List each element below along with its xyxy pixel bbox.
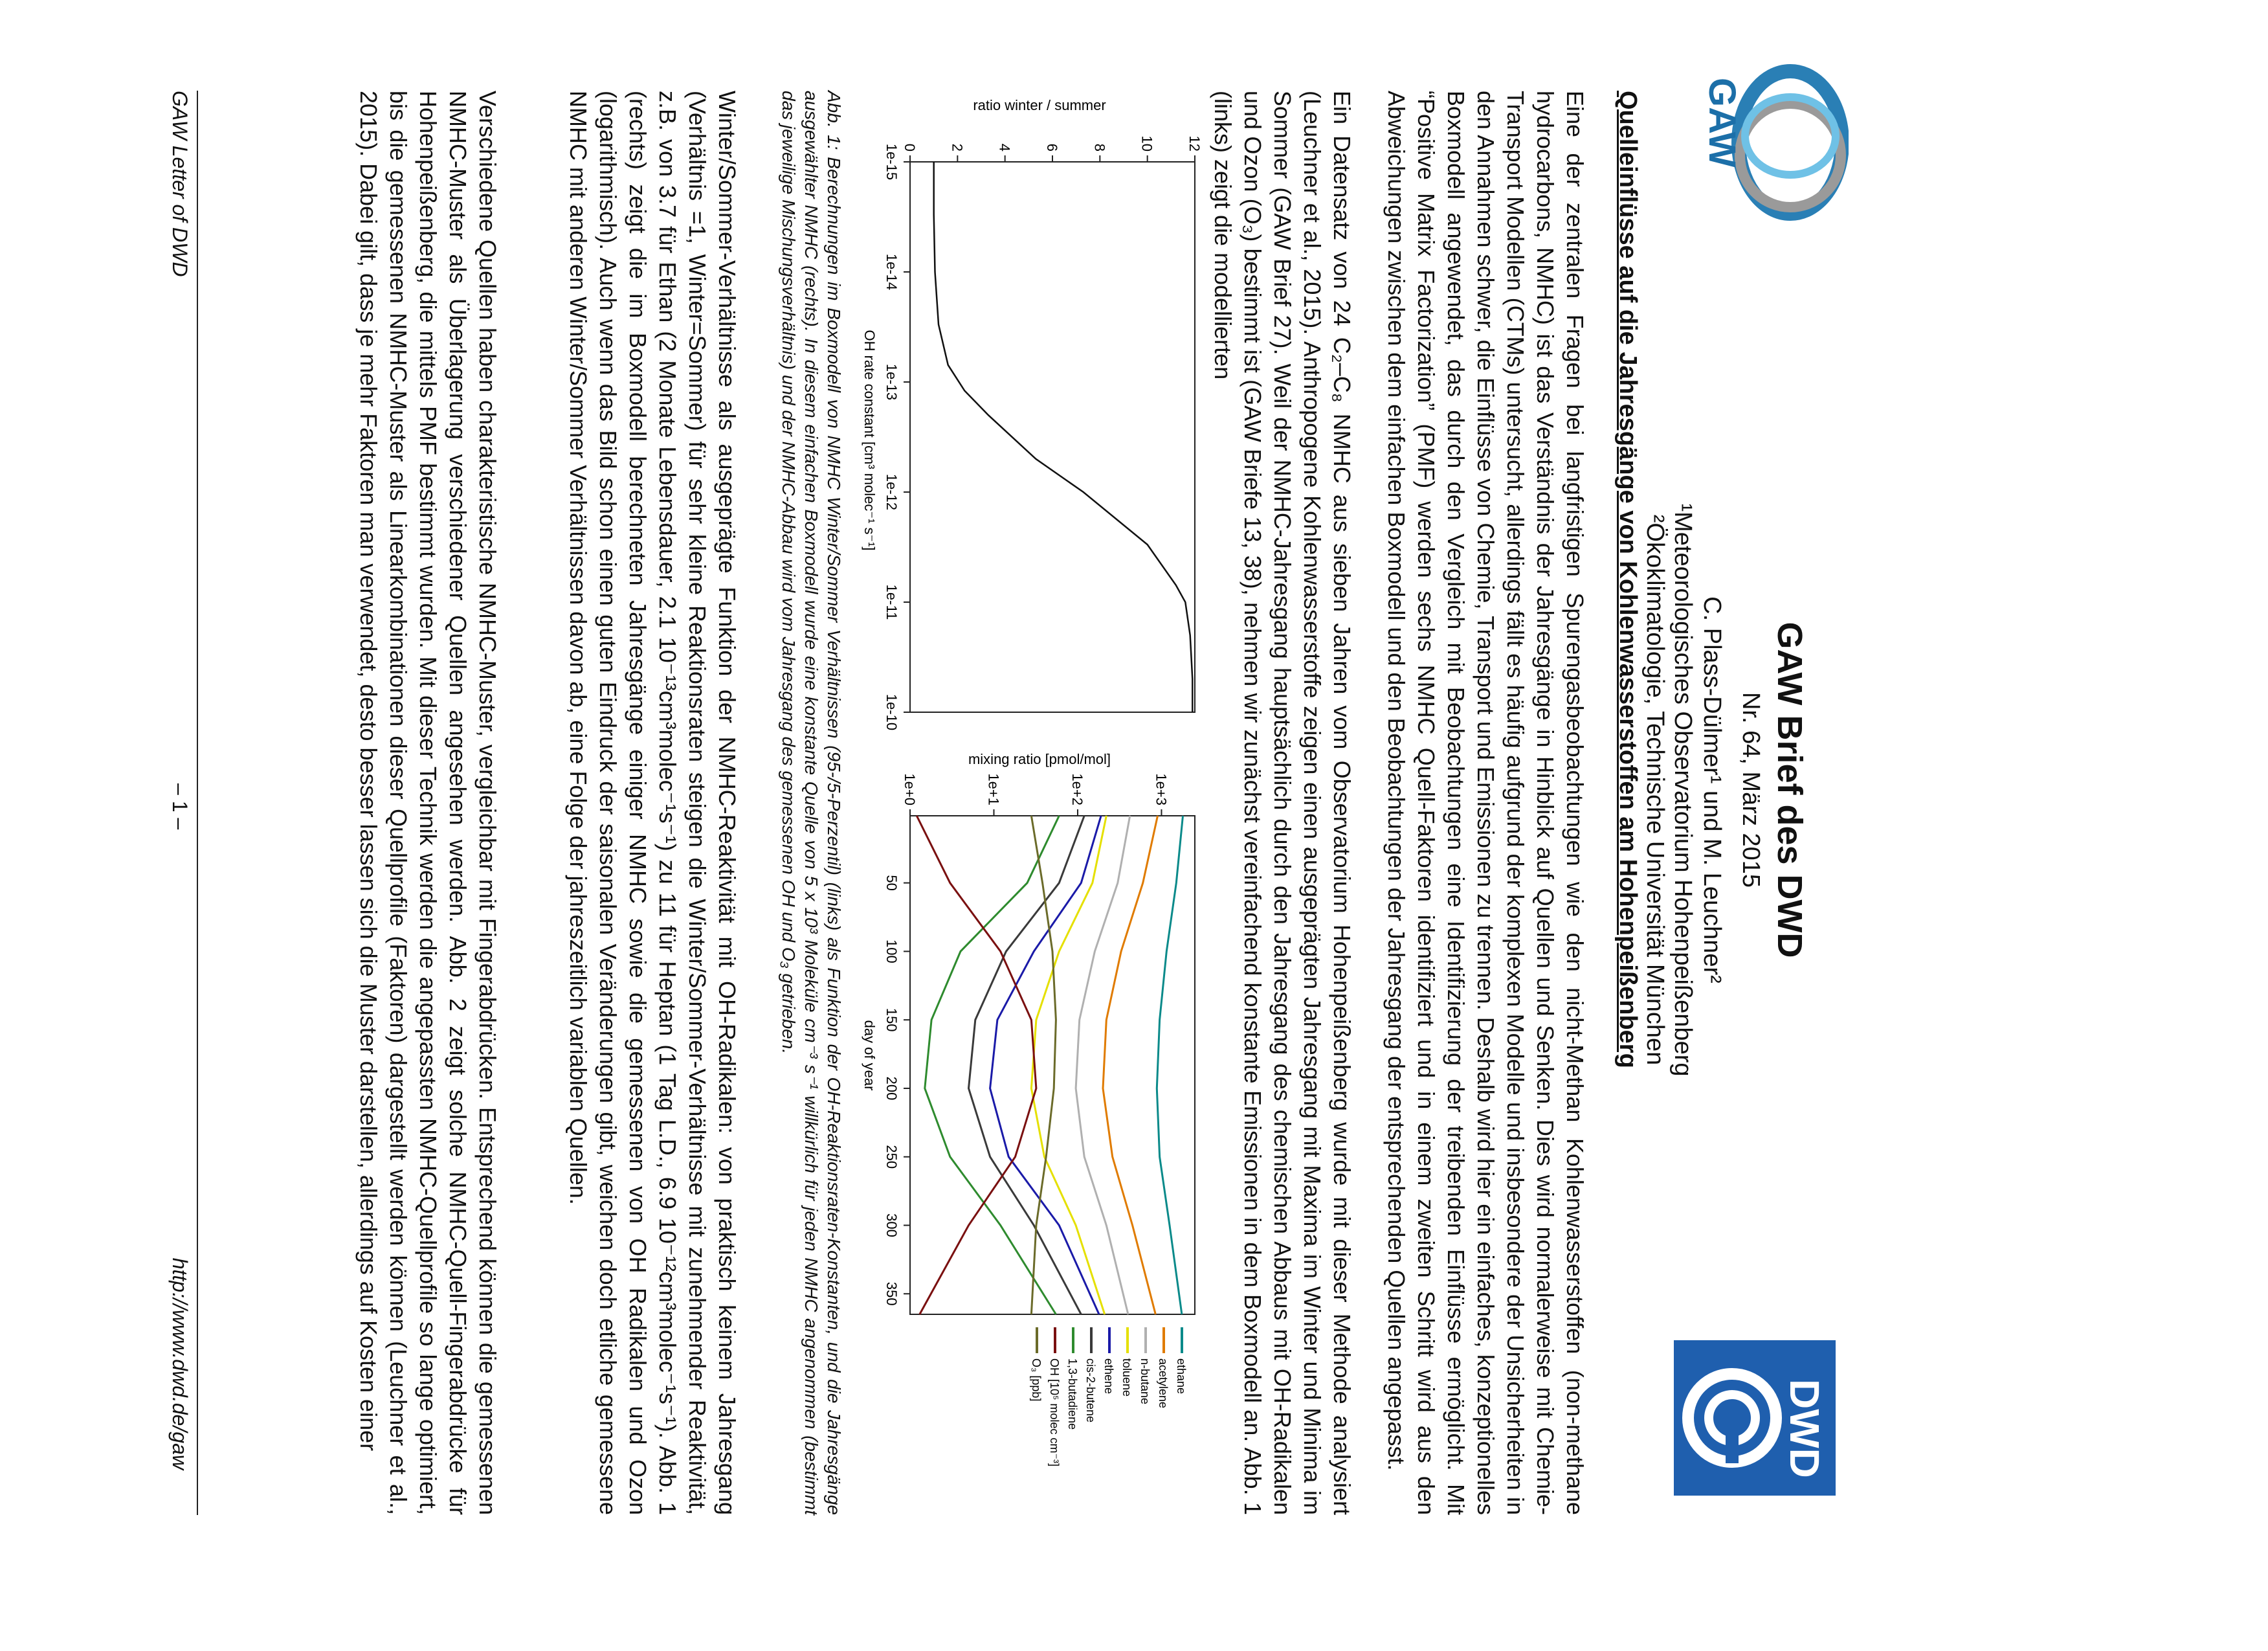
paragraph-3: Winter/Sommer-Verhältnisse als ausgeprägte Funktion der NMHC-Reaktivität mit OH-Radikalen: von praktisch keinem Jahresgang (Verhältnis =1, Winter=Sommer) für sehr kleine Reaktionsraten steigen die Winter/Sommer-Verhältnisse mit zunehmender Reaktivität, z.B. von 3.7 für Ethan (2 Monate Lebensdauer, 2.1 10⁻¹³cm³molec⁻¹s⁻¹) zu 11 für Heptan (1 Tag L.D., 6.9 10⁻¹²cm³molec⁻¹s⁻¹). Abb. 1 (rechts) zeigt die im Boxmodell berechneten Jahresgänge einiger NMHC sowie die gemessenen von OH Radikalen und Ozon (logarithmisch). Auch wenn das Bild schon einen guten Eindruck der saisonalen Veränderungen gibt, weichen doch etliche gemessene NMHC mit anderen Winter/Sommer Verhältnissen davon ab, eine Folge der jahreszeitlich variablen Quellen. xyxy=(565,91,740,1515)
article-title: Quelleinflüsse auf die Jahresgänge von Kohlenwasserstoffen am Hohenpeißenberg xyxy=(1614,91,1641,1068)
right-chart-xtick-label: 100 xyxy=(884,939,900,963)
legend-label: ethene xyxy=(1102,1358,1115,1395)
legend-label: n-butane xyxy=(1139,1358,1151,1405)
paragraph-1: Eine der zentralen Fragen bei langfristigen Spurengasbeobachtungen wie den nicht-Methan Kohlenwasserstoffen (non-methane hydrocarbons, NMHC) ist das Verständnis der Jahresgänge in Hinblick auf Quellen und Senken. Dies wird normalerweise mit Chemie-Transport Modellen (CTMs) untersucht, allerdings fällt es häufig aufgrund der komplexen Modelle und insbesondere der Unsicherheiten in den Annahmen schwer, die Einflüsse von Chemie, Transport und Emissionen zu trennen. Deshalb wird hier ein einfaches, konzeptionelles Boxmodell angewendet, das durch den Vergleich mit Beobachtungen eine Identifizierung der treibenden Einflüsse ermöglicht. Mit “Positive Matrix Factorization” (PMF) werden sechs NMHC Quell-Faktoren identifiziert und in einem zweiten Schritt wird aus den Abweichungen zwischen dem einfachen Boxmodell und den Beobachtungen der Jahresgang der entsprechenden Quellen angepasst. xyxy=(1383,91,1588,1515)
figure-caption: Abb. 1: Berechnungen im Boxmodell von NMHC Winter/Sommer Verhältnissen (95-/5-Perzentil) (links) als Funktion der OH-Reaktionsraten-Konstanten, und die Jahresgänge ausgewählter NMHC (rechts). In diesem einfachen Boxmodell wurde eine konstante Quelle von 5 x 10³ Moleküle cm⁻³ s⁻¹ willkürlich für jeden NMHC angenommen (bestimmt das jeweilige Mischungsverhältnis) und der NMHC-Abbau wird vom Jahresgang des gemessenen OH und O₃ getrieben. xyxy=(779,91,844,1515)
svg-text:GAW: GAW xyxy=(1701,78,1743,168)
left-chart-xtick-label: 1e-11 xyxy=(884,584,900,620)
right-chart-ylabel: mixing ratio [pmol/mol] xyxy=(968,751,1111,767)
figure-ratio-chart xyxy=(852,91,1214,738)
right-chart-series-line xyxy=(1103,816,1158,1314)
left-chart-series-line xyxy=(934,162,1193,712)
right-chart-series-line xyxy=(917,816,1036,1314)
authors: C. Plass-Dülmer¹ und M. Leuchner² xyxy=(1698,596,1726,983)
left-chart-xtick-label: 1e-10 xyxy=(884,693,900,731)
left-chart-frame xyxy=(910,162,1195,712)
legend-label: ethane xyxy=(1175,1358,1188,1395)
right-chart-series-line xyxy=(1031,816,1106,1314)
right-chart-series-line xyxy=(1157,816,1183,1314)
svg-text:DWD: DWD xyxy=(1781,1379,1828,1478)
affiliation-2: ²Ökoklimatologie, Technische Universität München xyxy=(1641,514,1669,1066)
left-chart-ytick-label: 6 xyxy=(1044,143,1060,152)
gaw-logo xyxy=(1700,58,1849,227)
right-chart-series-line xyxy=(990,816,1102,1314)
paragraph-2: Ein Datensatz von 24 C₂–C₈ NMHC aus sieben Jahren vom Observatorium Hohenpeißenberg wurde mit dieser Methode analysiert (Leuchner et al., 2015). Anthropogene Kohlenwasserstoffe zeigen einen ausgeprägten Jahresgang mit Maxima im Winter und Minima im Sommer (GAW Brief 27). Weil der NMHC-Jahresgang hauptsächlich durch den Jahresgang des chemischen Abbaus mit OH-Radikalen und Ozon (O₃) bestimmt ist (GAW Briefe 13, 38), nehmen wir zunächst vereinfachend konstante Emissionen in dem Boxmodell an. Abb. 1 (links) zeigt die modellierten xyxy=(1210,91,1355,1515)
page-number: – 1 – xyxy=(168,783,192,830)
right-chart-ytick-label: 1e+2 xyxy=(1069,773,1085,805)
left-chart-xtick-label: 1e-14 xyxy=(884,253,900,291)
right-chart-ytick-label: 1e+3 xyxy=(1153,773,1170,805)
legend-label: cis-2-butene xyxy=(1084,1358,1097,1423)
legend-label: toluene xyxy=(1120,1358,1133,1397)
left-chart-ytick-label: 10 xyxy=(1139,135,1155,152)
legend-label: OH [10⁵ molec cm⁻³] xyxy=(1048,1358,1061,1466)
left-chart-xtick-label: 1e-13 xyxy=(884,363,900,401)
right-chart-xtick-label: 50 xyxy=(884,875,900,891)
paragraph-4: Verschiedene Quellen haben charakteristische NMHC-Muster, vergleichbar mit Fingerabdrücken. Entsprechend können die gemessenen NMHC-Muster als Überlagerung verschiedener Quellen angesehen werden. Abb. 2 zeigt solche NMHC-Quell-Fingerabdrücke für Hohenpeißenberg, die mittels PMF bestimmt wurden. Mit dieser Technik werden die angepassten NMHC-Quellprofile so lange optimiert, bis die gemessenen NMHC-Muster als Linearkombinationen dieser Quellprofile (Faktoren) dargestellt werden können (Leuchner et al., 2015). Dabei gilt, dass je mehr Faktoren man verwendet, desto besser lassen sich die Muster darstellen, allerdings auf Kosten einer xyxy=(355,91,501,1515)
left-chart-ylabel: ratio winter / summer xyxy=(973,97,1106,113)
footer-url[interactable]: http://www.dwd.de/gaw xyxy=(168,1257,192,1470)
dwd-logo xyxy=(1674,1340,1836,1496)
footer-rule xyxy=(197,91,198,1515)
left-chart-xlabel: OH rate constant [cm³ molec⁻¹ s⁻¹] xyxy=(862,330,878,551)
left-chart-xtick-label: 1e-15 xyxy=(884,143,900,181)
figure-seasonal-chart xyxy=(852,745,1214,1509)
left-chart-xtick-label: 1e-12 xyxy=(884,473,900,511)
rotated-page xyxy=(166,45,1862,1651)
legend-label: O₃ [ppb] xyxy=(1030,1358,1043,1402)
right-chart-xlabel: day of year xyxy=(862,1020,878,1091)
left-chart-ytick-label: 2 xyxy=(949,143,966,152)
right-chart-xtick-label: 250 xyxy=(884,1145,900,1169)
legend-label: 1,3-butadiene xyxy=(1066,1358,1079,1430)
right-chart-ytick-label: 1e+0 xyxy=(902,773,918,805)
left-chart-ytick-label: 12 xyxy=(1186,135,1203,152)
left-chart-ytick-label: 4 xyxy=(996,143,1013,152)
right-chart-xtick-label: 200 xyxy=(884,1076,900,1101)
right-chart-xtick-label: 350 xyxy=(884,1281,900,1306)
right-chart-xtick-label: 300 xyxy=(884,1213,900,1237)
left-chart-ytick-label: 8 xyxy=(1091,143,1108,152)
affiliation-1: ¹Meteorologisches Observatorium Hohenpeißenberg xyxy=(1669,503,1696,1077)
legend-label: acetylene xyxy=(1157,1358,1170,1409)
footer-left: GAW Letter of DWD xyxy=(168,91,192,277)
right-chart-series-line xyxy=(1076,816,1130,1314)
newsletter-title: GAW Brief des DWD xyxy=(1770,622,1809,958)
right-chart-xtick-label: 150 xyxy=(884,1007,900,1032)
left-chart-ytick-label: 0 xyxy=(902,143,918,152)
right-chart-series-line xyxy=(969,816,1085,1314)
issue-number: Nr. 64, März 2015 xyxy=(1737,691,1764,888)
right-chart-ytick-label: 1e+1 xyxy=(985,773,1002,805)
